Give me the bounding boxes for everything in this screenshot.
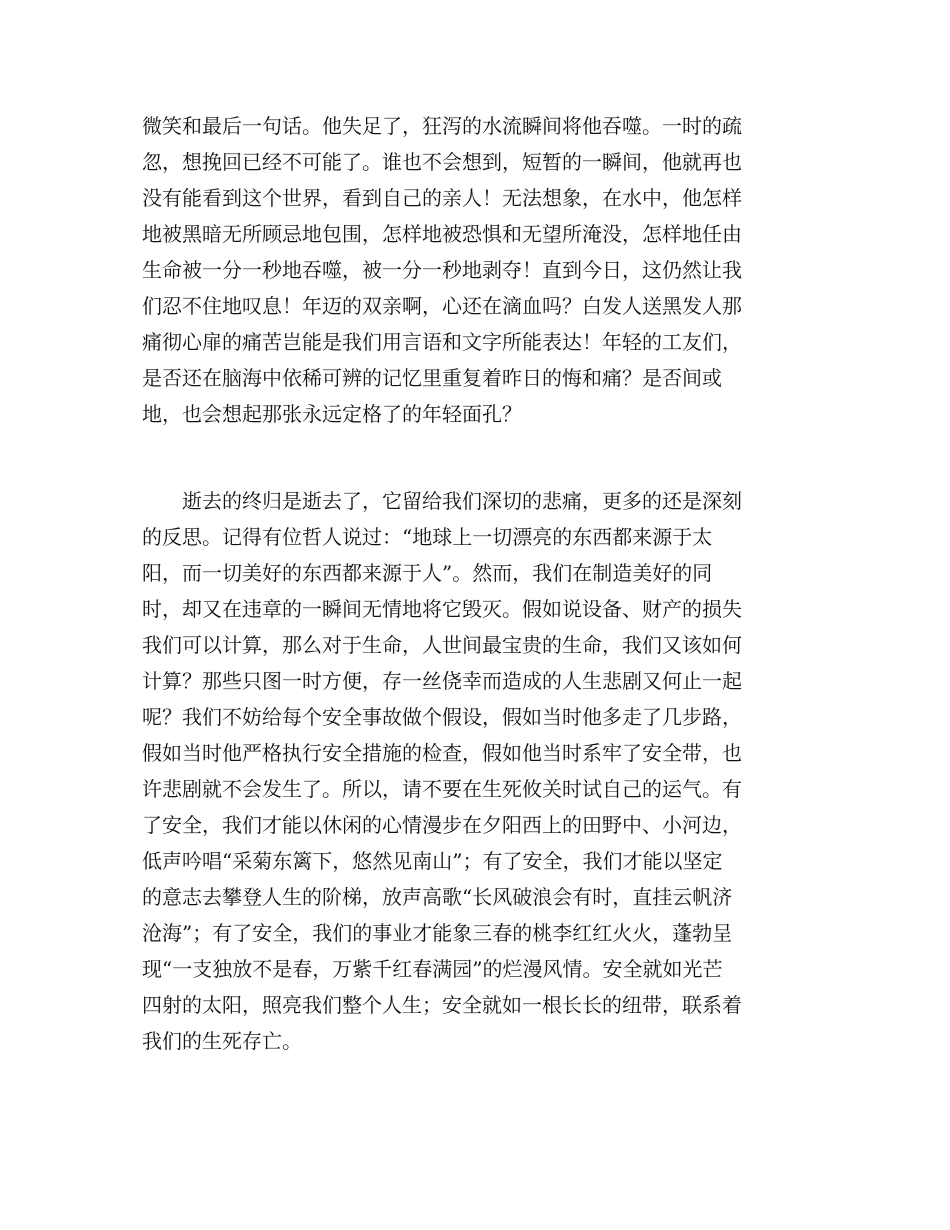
text-line: 地，也会想起那张永远定格了的年轻面孔？ (142, 402, 522, 426)
text-line: 痛彻心扉的痛苦岂能是我们用言语和文字所能表达！年轻的工友们， (142, 330, 742, 354)
text-line: 的意志去攀登人生的阶梯，放声高歌“长风破浪会有时，直挂云帆济 (142, 885, 733, 909)
text-line: 现“一支独放不是春，万紫千红春满园”的烂漫风情。安全就如光芒 (142, 957, 723, 981)
text-line: 假如当时他严格执行安全措施的检查，假如他当时系牢了安全带，也 (142, 741, 742, 765)
paragraph-1 (142, 108, 742, 432)
text-line: 低声吟唱“采菊东篱下，悠然见南山”；有了安全，我们才能以坚定 (142, 849, 723, 873)
text-line: 的反思。记得有位哲人说过：“地球上一切漂亮的东西都来源于太 (142, 525, 713, 549)
text-line: 沧海”；有了安全，我们的事业才能象三春的桃李红红火火，蓬勃呈 (142, 921, 733, 945)
text-line: 是否还在脑海中依稀可辨的记忆里重复着昨日的悔和痛？是否间或 (142, 366, 722, 390)
text-line: 地被黑暗无所顾忌地包围，怎样地被恐惧和无望所淹没，怎样地任由 (142, 222, 742, 246)
text-line: 忽，想挽回已经不可能了。谁也不会想到，短暂的一瞬间，他就再也 (142, 150, 742, 174)
text-line: 四射的太阳，照亮我们整个人生；安全就如一根长长的纽带，联系着 (142, 993, 742, 1017)
text-line: 呢？我们不妨给每个安全事故做个假设，假如当时他多走了几步路， (142, 705, 742, 729)
text-line: 生命被一分一秒地吞噬，被一分一秒地剥夺！直到今日，这仍然让我 (142, 258, 742, 282)
text-line: 们忍不住地叹息！年迈的双亲啊，心还在滴血吗？白发人送黑发人那 (142, 294, 742, 318)
text-line: 逝去的终归是逝去了，它留给我们深切的悲痛，更多的还是深刻 (142, 489, 742, 513)
text-line: 微笑和最后一句话。他失足了，狂泻的水流瞬间将他吞噬。一时的疏 (142, 114, 742, 138)
text-line: 时，却又在违章的一瞬间无情地将它毁灭。假如说设备、财产的损失 (142, 597, 742, 621)
text-line: 我们的生死存亡。 (142, 1029, 302, 1053)
paragraph-2 (142, 483, 742, 1059)
text-line: 许悲剧就不会发生了。所以，请不要在生死攸关时试自己的运气。有 (142, 777, 742, 801)
text-line: 我们可以计算，那么对于生命，人世间最宝贵的生命，我们又该如何 (142, 633, 742, 657)
text-line: 了安全，我们才能以休闲的心情漫步在夕阳西上的田野中、小河边， (142, 813, 742, 837)
text-line: 计算？那些只图一时方便，存一丝侥幸而造成的人生悲剧又何止一起 (142, 669, 742, 693)
text-line: 没有能看到这个世界，看到自己的亲人！无法想象，在水中，他怎样 (142, 186, 742, 210)
text-line: 阳，而一切美好的东西都来源于人”。然而，我们在制造美好的同 (142, 561, 713, 585)
